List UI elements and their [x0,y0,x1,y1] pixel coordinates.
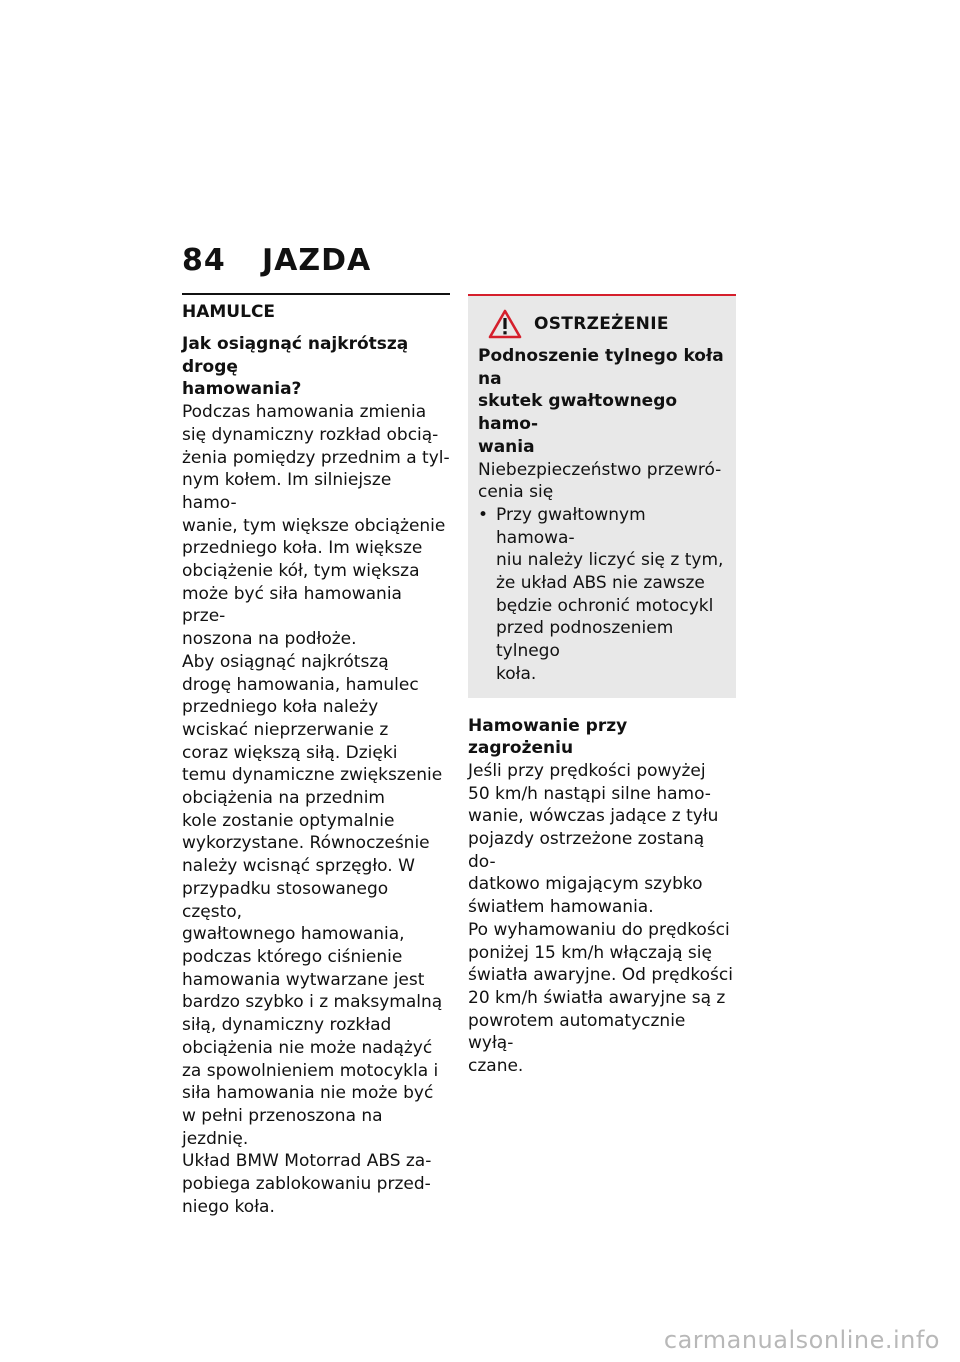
warning-bullet-text: Przy gwałtownym hamowa- niu należy liczyć się z tym, że układ ABS nie zawsze będzie ochronić motocykl przed podnoszeniem tylnego koła. [496,504,724,684]
bullet-mark: • [478,504,489,525]
brake-distance-paragraph: Podczas hamowania zmienia się dynamiczny rozkład obcią- żenia pomiędzy przednim a tyl- nym kołem. Im silniejsze hamo- wanie, tym większe obciążenie przedniego koła. Im większe obciążenie kół, tym większa może być siła hamowania prze- noszona na podłoże. Aby osiągnąć najkrótszą drogę hamowania, hamulec przedniego koła należy wciskać nieprzerwanie z coraz większą siłą. Dzięki temu dynamiczne zwiększenie obciążenia na przednim kole zostanie optymalnie wykorzystane. Równocześnie należy wcisnąć sprzęgło. W przypadku stosowanego często, gwałtownego hamowania, podczas którego ciśnienie hamowania wytwarzane jest bardzo szybko i z maksymalną siłą, dynamiczny rozkład obciążenia nie może nadążyć za spowolnieniem motocykla i siła hamowania nie może być w pełni przenoszona na jezdnię. Układ BMW Motorrad ABS za- pobiega zablokowaniu przed- niego koła. [182,402,450,1217]
left-column [182,293,450,1218]
watermark: carmanualsonline.info [663,1326,940,1354]
warning-title: OSTRZEŻENIE [534,314,669,334]
chapter-title: JAZDA [262,243,372,278]
warning-subheading: Podnoszenie tylnego koła na skutek gwałtownego hamo- wania [478,346,724,457]
right-column [468,294,736,1078]
warning-bullet [478,504,726,686]
emergency-braking-subheading: Hamowanie przy zagrożeniu [468,715,628,759]
page-header [182,243,371,278]
emergency-braking-section [468,715,736,1078]
warning-text: Niebezpieczeństwo przewró- cenia się [478,459,722,503]
section-title: HAMULCE [182,302,276,322]
brake-distance-subheading: Jak osiągnąć najkrótszą drogę hamowania? [182,334,409,400]
section-rule [182,293,450,295]
warning-header [478,309,726,339]
page-number: 84 [182,243,226,278]
warning-box [468,294,736,698]
emergency-braking-paragraph: Jeśli przy prędkości powyżej 50 km/h nastąpi silne hamo- wanie, wówczas jadące z tyłu pojazdy ostrzeżone zostaną do- datkowo migającym szybko światłem hamowania. Po wyhamowaniu do prędkości poniżej 15 km/h włączają się światła awaryjne. Od prędkości 20 km/h światła awaryjne są z powrotem automatycznie wyłą- czane. [468,760,733,1077]
warning-triangle-icon [488,309,522,339]
